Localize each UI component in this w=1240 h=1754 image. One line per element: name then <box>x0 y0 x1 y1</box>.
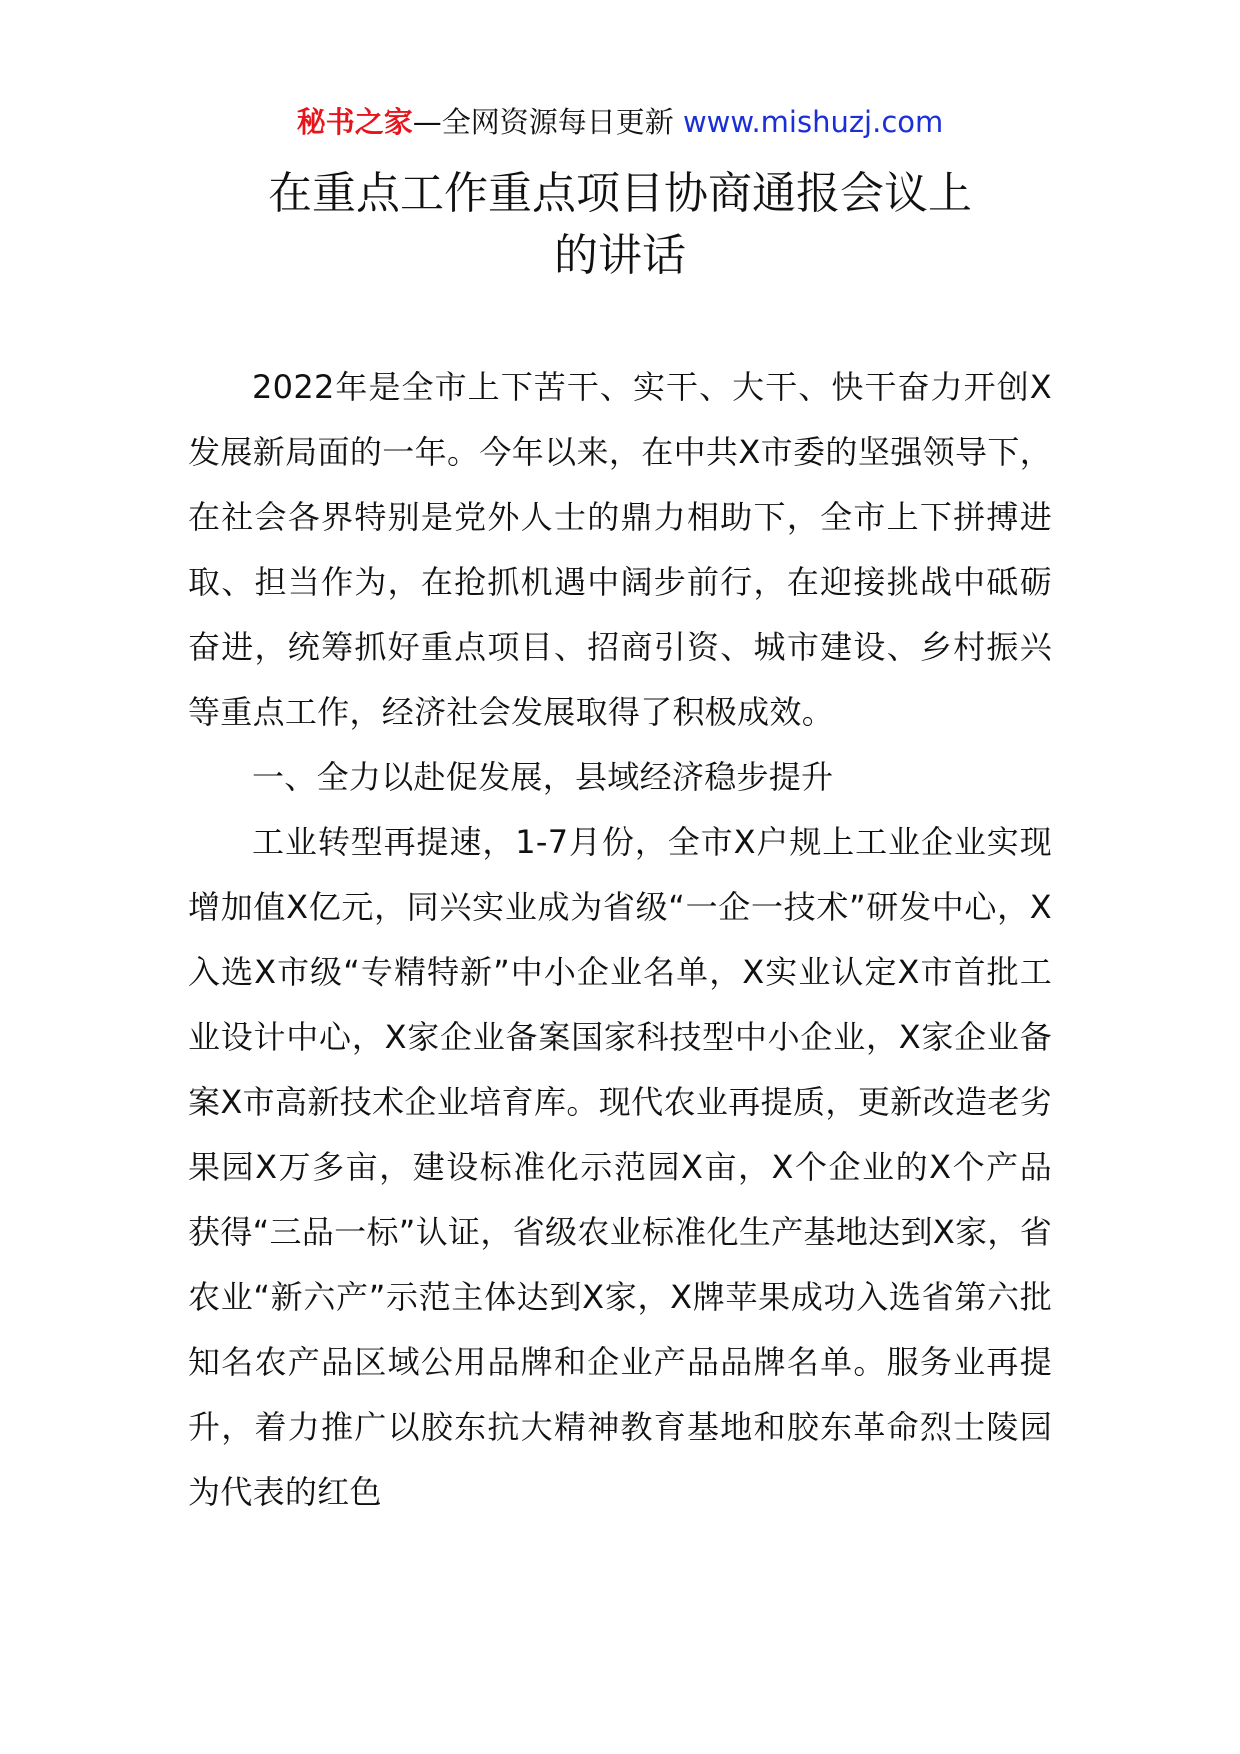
document-body <box>188 355 1052 1525</box>
body-paragraph-industry: 工业转型再提速，1-7月份，全市X户规上工业企业实现增加值X亿元，同兴实业成为省级“一企一技术”研发中心，X入选X市级“专精特新”中小企业名单，X实业认定X市首批工业设计中心，X家企业备案国家科技型中小企业，X家企业备案X市高新技术企业培育库。现代农业再提质，更新改造老劣果园X万多亩，建设标准化示范园X亩，X个企业的X个产品获得“三品一标”认证，省级农业标准化生产基地达到X家，省农业“新六产”示范主体达到X家，X牌苹果成功入选省第六批知名农产品区域公用品牌和企业产品品牌名单。服务业再提升，着力推广以胶东抗大精神教育基地和胶东革命烈士陵园为代表的红色 <box>188 823 1052 1511</box>
section-heading-1: 一、全力以赴促发展，县域经济稳步提升 <box>252 758 834 796</box>
site-tagline: —全网资源每日更新 <box>412 105 674 139</box>
document-title-line-2: 的讲话 <box>554 230 686 281</box>
site-url: www.mishuzj.com <box>682 105 944 139</box>
site-brand: 秘书之家 <box>296 105 413 139</box>
site-header <box>0 102 1240 142</box>
document-title-line-1: 在重点工作重点项目协商通报会议上 <box>268 168 972 219</box>
document-title <box>0 163 1240 287</box>
body-paragraph-intro: 2022年是全市上下苦干、实干、大干、快干奋力开创X发展新局面的一年。今年以来，在中共X市委的坚强领导下，在社会各界特别是党外人士的鼎力相助下，全市上下拼搏进取、担当作为，在抢抓机遇中阔步前行，在迎接挑战中砥砺奋进，统筹抓好重点项目、招商引资、城市建设、乡村振兴等重点工作，经济社会发展取得了积极成效。 <box>188 368 1052 731</box>
